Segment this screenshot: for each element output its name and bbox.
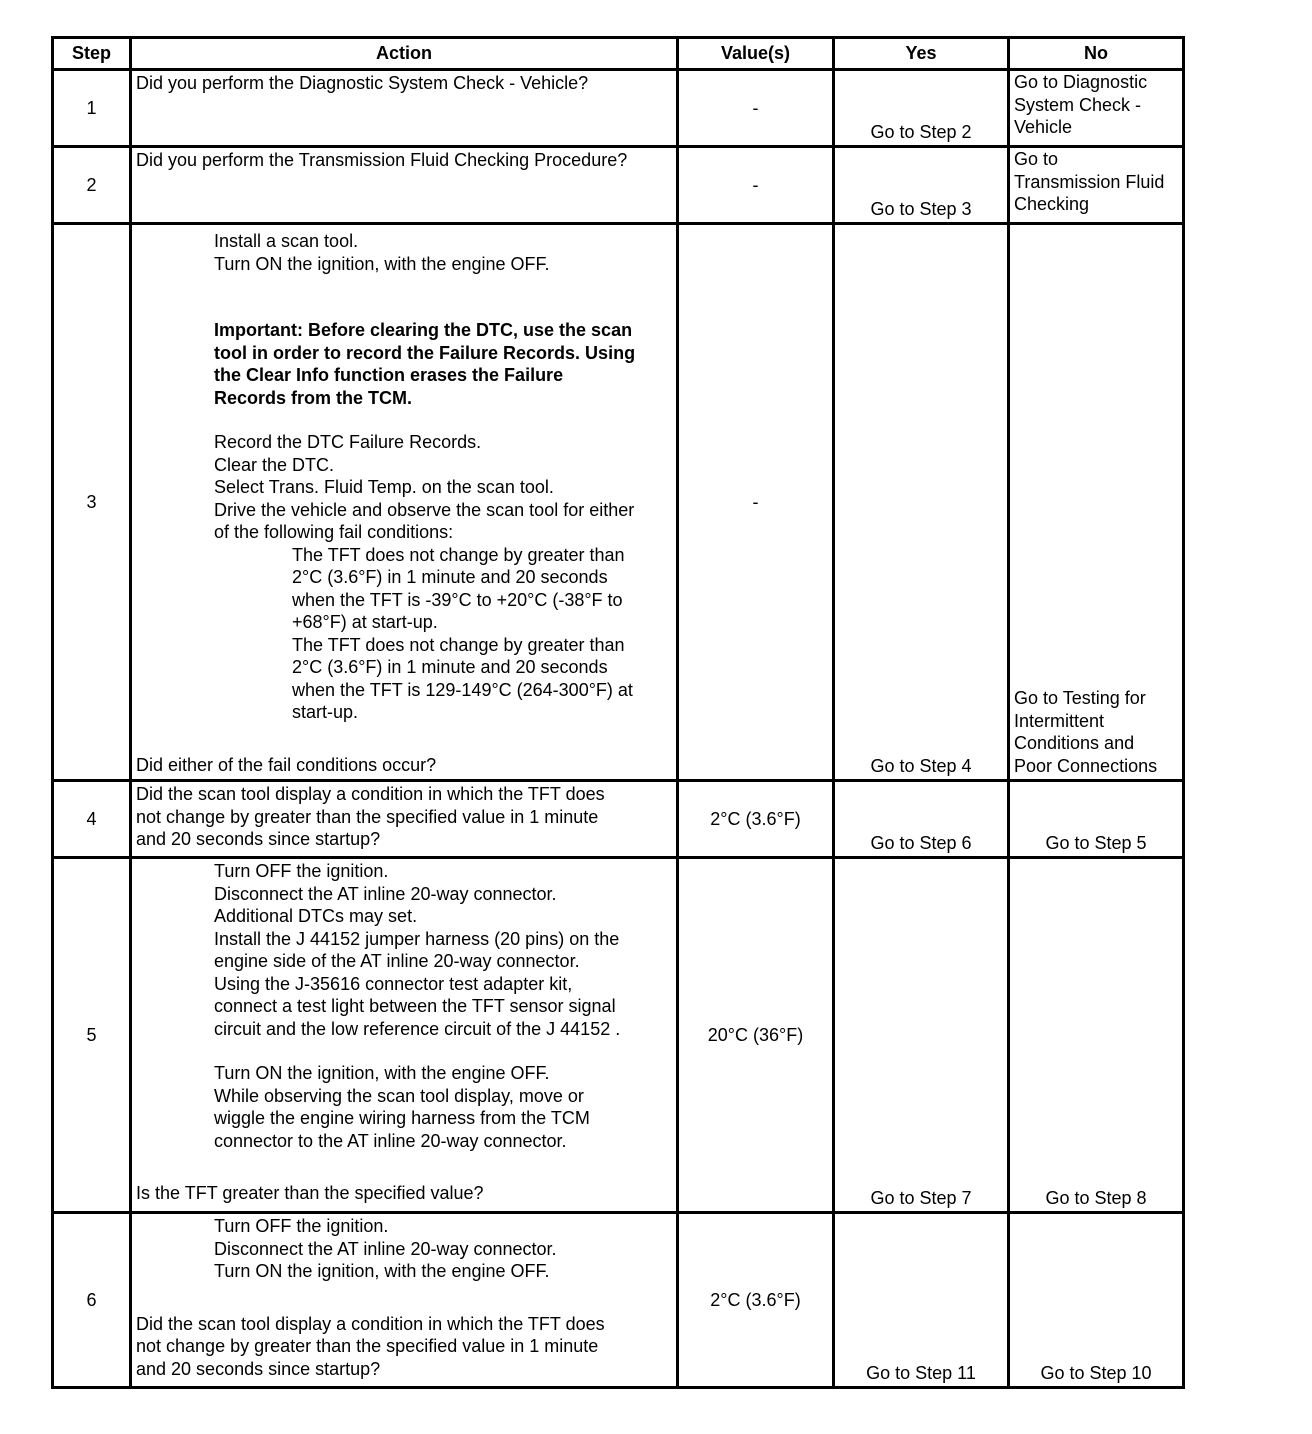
step-number: 6 <box>53 1213 131 1388</box>
action-step: Turn ON the ignition, with the engine OFF. <box>214 253 550 274</box>
step-number: 2 <box>53 147 131 224</box>
header-yes: Yes <box>834 38 1009 70</box>
no-cell <box>1009 147 1184 224</box>
action-step: connector to the AT inline 20-way connector. <box>214 1130 567 1151</box>
no-line: Go to <box>1014 149 1059 169</box>
yes-cell: Go to Step 2 <box>834 70 1009 147</box>
no-line: System Check - <box>1014 94 1142 115</box>
action-step: Drive the vehicle and observe the scan tool for either <box>214 499 635 520</box>
step-number: 1 <box>53 70 131 147</box>
no-line: Vehicle <box>1014 117 1073 137</box>
sub-condition: start-up. <box>292 702 359 722</box>
action-step: Disconnect the AT inline 20-way connector. <box>214 883 557 904</box>
action-step: connect a test light between the TFT sensor signal <box>214 996 616 1016</box>
action-question: Is the TFT greater than the specified value? <box>136 1183 484 1203</box>
value-cell: - <box>678 224 834 781</box>
action-line: Did the scan tool display a condition in which the TFT does <box>136 784 605 804</box>
sub-condition: when the TFT is 129-149°C (264-300°F) at <box>292 679 633 700</box>
action-step: Record the DTC Failure Records. <box>214 432 482 452</box>
action-step: Turn ON the ignition, with the engine OFF. <box>214 1261 550 1281</box>
table-row <box>53 224 1184 781</box>
sub-condition: 2°C (3.6°F) in 1 minute and 20 seconds <box>292 567 608 587</box>
no-line: Go to Testing for <box>1014 688 1146 708</box>
step-number: 4 <box>53 781 131 858</box>
table-row <box>53 147 1184 224</box>
action-step: Turn OFF the ignition. <box>214 861 389 881</box>
no-cell <box>1009 224 1184 781</box>
action-line: not change by greater than the specified value in 1 minute <box>136 806 599 827</box>
header-step: Step <box>53 38 131 70</box>
action-cell <box>131 781 678 858</box>
no-cell: Go to Step 5 <box>1009 781 1184 858</box>
table-row <box>53 70 1184 147</box>
action-step: Install the J 44152 jumper harness (20 pins) on the <box>214 928 620 949</box>
action-question-line: Did the scan tool display a condition in which the TFT does <box>136 1313 605 1334</box>
no-line: Poor Connections <box>1014 755 1158 776</box>
action-question-line: not change by greater than the specified value in 1 minute <box>136 1336 599 1356</box>
value-cell: 2°C (3.6°F) <box>678 781 834 858</box>
action-step: of the following fail conditions: <box>214 522 454 542</box>
action-step: While observing the scan tool display, move or <box>214 1085 584 1106</box>
action-cell <box>131 858 678 1213</box>
action-step: Clear the DTC. <box>214 454 335 475</box>
no-line: Intermittent <box>1014 710 1105 731</box>
no-cell: Go to Step 8 <box>1009 858 1184 1213</box>
header-values: Value(s) <box>678 38 834 70</box>
action-step: wiggle the engine wiring harness from the TCM <box>214 1108 590 1128</box>
important-line: Important: Before clearing the DTC, use the scan <box>214 320 633 340</box>
value-cell: 2°C (3.6°F) <box>678 1213 834 1388</box>
sub-condition: +68°F) at start-up. <box>292 612 438 632</box>
header-action: Action <box>131 38 678 70</box>
no-line: Conditions and <box>1014 733 1135 753</box>
value-cell: - <box>678 147 834 224</box>
value-cell: 20°C (36°F) <box>678 858 834 1213</box>
action-step: Select Trans. Fluid Temp. on the scan tool. <box>214 477 554 497</box>
diagnostic-table <box>51 36 1185 1389</box>
yes-cell: Go to Step 7 <box>834 858 1009 1213</box>
action-cell: Did you perform the Diagnostic System Check - Vehicle? <box>131 70 678 147</box>
action-question-line: and 20 seconds since startup? <box>136 1358 381 1379</box>
step-number: 3 <box>53 224 131 781</box>
action-step: Disconnect the AT inline 20-way connector. <box>214 1238 557 1259</box>
no-line: Checking <box>1014 194 1090 214</box>
sub-condition: The TFT does not change by greater than <box>292 544 625 565</box>
important-line: the Clear Info function erases the Failure <box>214 365 564 385</box>
important-note <box>136 319 672 409</box>
action-step: Turn OFF the ignition. <box>214 1216 389 1236</box>
table-row <box>53 781 1184 858</box>
no-line: Transmission Fluid <box>1014 171 1165 192</box>
value-cell: - <box>678 70 834 147</box>
action-cell: Did you perform the Transmission Fluid Checking Procedure? <box>131 147 678 224</box>
no-cell <box>1009 70 1184 147</box>
action-step: Install a scan tool. <box>214 231 359 251</box>
action-question: Did either of the fail conditions occur? <box>136 754 437 775</box>
yes-cell: Go to Step 4 <box>834 224 1009 781</box>
header-row <box>53 38 1184 70</box>
action-step: circuit and the low reference circuit of the J 44152 . <box>214 1018 621 1039</box>
important-line: Records from the TCM. <box>214 387 413 408</box>
sub-condition: 2°C (3.6°F) in 1 minute and 20 seconds <box>292 657 608 677</box>
action-cell <box>131 1213 678 1388</box>
sub-condition: The TFT does not change by greater than <box>292 634 625 655</box>
table-row <box>53 1213 1184 1388</box>
yes-cell: Go to Step 11 <box>834 1213 1009 1388</box>
sub-condition: when the TFT is -39°C to +20°C (-38°F to <box>292 589 623 610</box>
action-step: engine side of the AT inline 20-way connector. <box>214 951 580 971</box>
action-cell <box>131 224 678 781</box>
yes-cell: Go to Step 6 <box>834 781 1009 858</box>
table-row <box>53 858 1184 1213</box>
important-line: tool in order to record the Failure Records. Using <box>214 342 636 363</box>
no-cell: Go to Step 10 <box>1009 1213 1184 1388</box>
step-number: 5 <box>53 858 131 1213</box>
header-no: No <box>1009 38 1184 70</box>
no-line: Go to Diagnostic <box>1014 72 1148 92</box>
action-step: Turn ON the ignition, with the engine OFF. <box>214 1063 550 1083</box>
action-step: Using the J-35616 connector test adapter kit, <box>214 973 573 994</box>
yes-cell: Go to Step 3 <box>834 147 1009 224</box>
action-step: Additional DTCs may set. <box>214 906 418 926</box>
action-line: and 20 seconds since startup? <box>136 829 381 849</box>
